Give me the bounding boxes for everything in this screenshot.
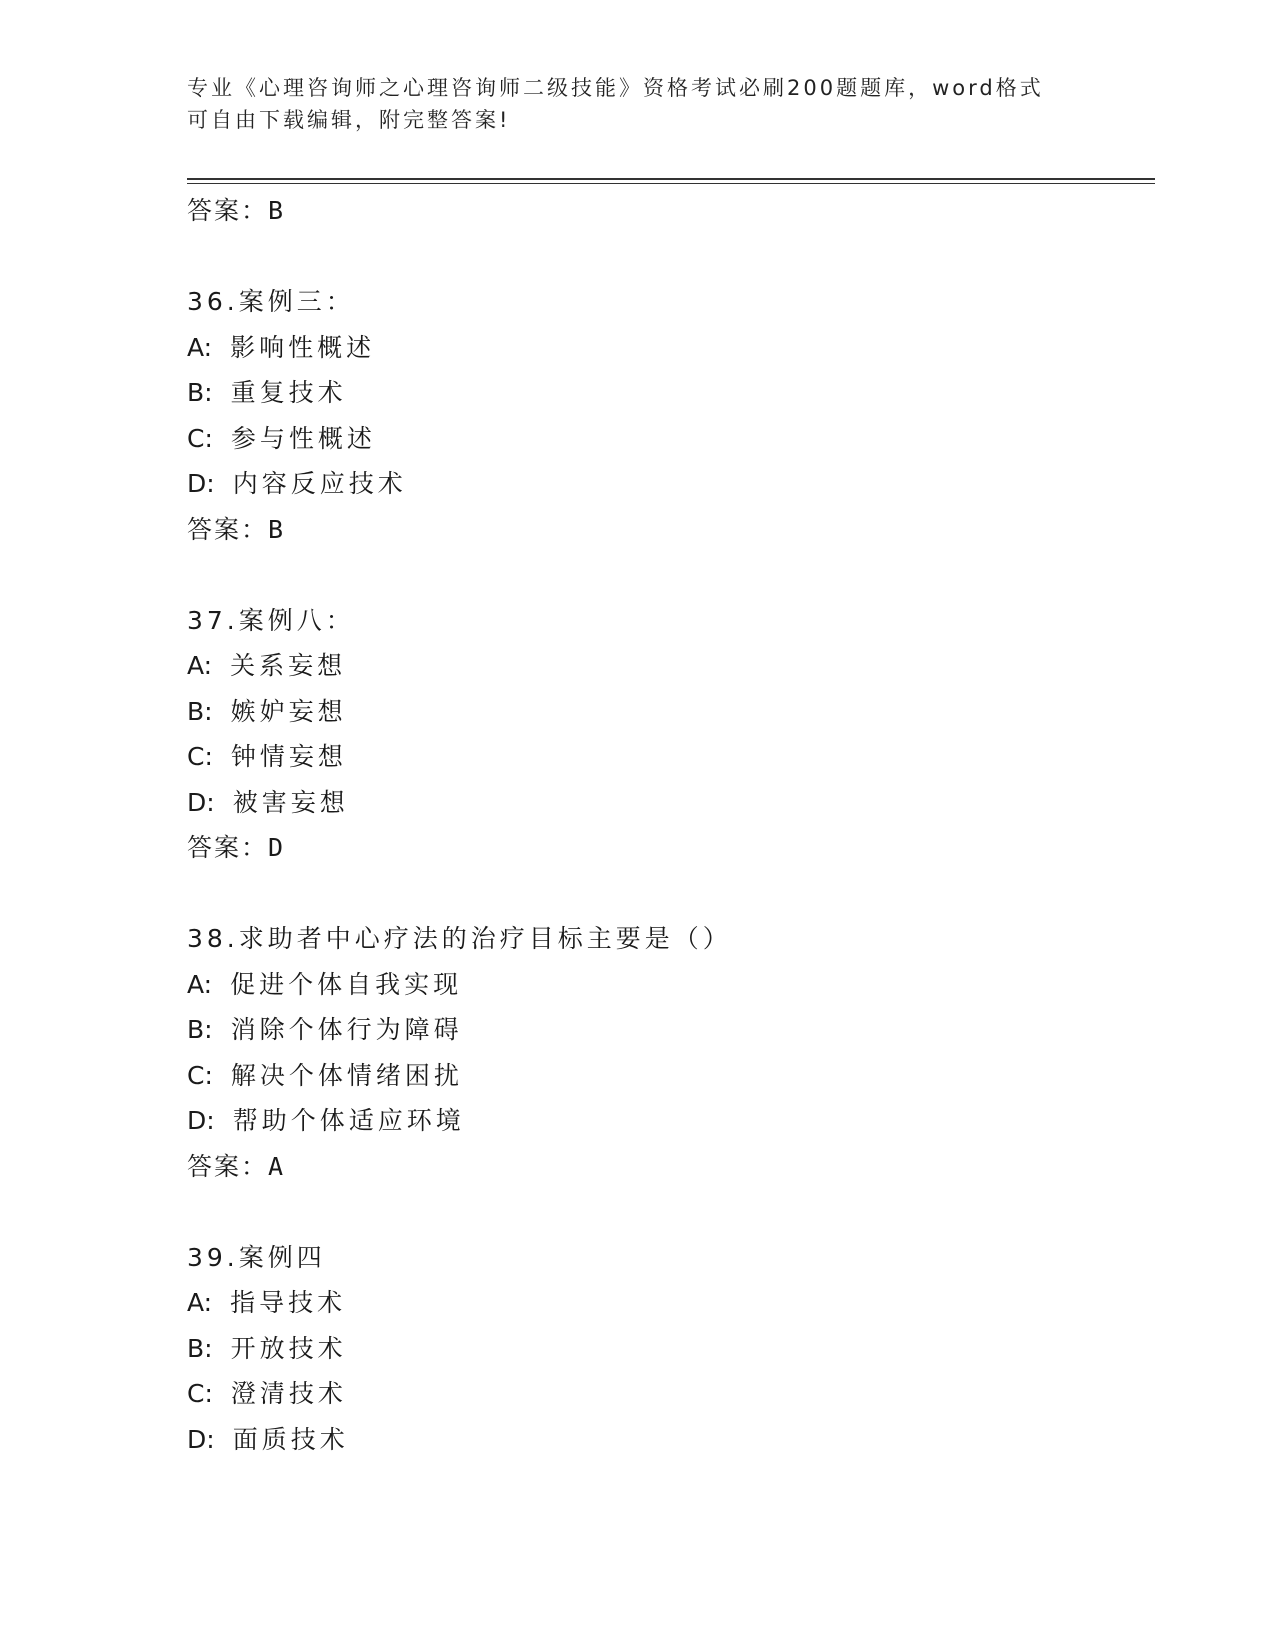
question-stem: 39.案例四: [187, 1242, 326, 1272]
option-text: 澄清技术: [230, 1379, 347, 1408]
question-list: [187, 188, 1147, 1462]
answer-value: D: [268, 833, 286, 862]
option-text: 钟情妄想: [230, 742, 347, 771]
option-text: 指导技术: [230, 1288, 347, 1317]
option-key: D:: [187, 1106, 215, 1135]
option-text: 影响性概述: [230, 332, 376, 362]
option-text: 开放技术: [230, 1333, 347, 1363]
previous-answer: [187, 188, 1147, 234]
header-rule-thick: [187, 178, 1155, 180]
option-key: A:: [187, 651, 213, 680]
option-c: [187, 1371, 1147, 1417]
option-key: B:: [187, 378, 213, 407]
option-text: 面质技术: [232, 1424, 349, 1454]
option-key: A:: [187, 332, 213, 362]
option-a: [187, 1280, 1147, 1326]
answer-label: 答案：: [187, 833, 269, 862]
option-b: [187, 1007, 1147, 1053]
option-text: 被害妄想: [232, 787, 349, 817]
option-d: [187, 1098, 1147, 1144]
option-d: [187, 780, 1147, 826]
option-text: 解决个体情绪困扰: [230, 1060, 463, 1090]
option-a: [187, 325, 1147, 371]
option-d: [187, 1417, 1147, 1463]
option-c: [187, 1053, 1147, 1099]
option-text: 重复技术: [230, 378, 347, 407]
option-key: C:: [187, 742, 213, 771]
option-b: [187, 689, 1147, 735]
question-stem: 36.案例三：: [187, 287, 355, 316]
option-key: B:: [187, 696, 213, 726]
option-key: C:: [187, 423, 213, 453]
option-d: [187, 461, 1147, 507]
question-37: [187, 598, 1147, 871]
question-36: [187, 279, 1147, 552]
answer-label: 答案：: [187, 1151, 269, 1181]
header-line-2: 可自由下载编辑，附完整答案!: [187, 108, 511, 132]
question-stem: 37.案例八：: [187, 605, 355, 635]
option-key: A:: [187, 1288, 213, 1317]
option-b: [187, 1326, 1147, 1372]
answer-value: B: [268, 514, 286, 544]
option-text: 参与性概述: [230, 423, 376, 453]
question-38: [187, 916, 1147, 1189]
option-key: B:: [187, 1333, 213, 1363]
option-text: 嫉妒妄想: [230, 696, 347, 726]
document-header: [187, 72, 1087, 136]
option-c: [187, 734, 1147, 780]
option-text: 消除个体行为障碍: [230, 1015, 463, 1044]
answer-line: [187, 1144, 1147, 1190]
option-text: 内容反应技术: [232, 469, 407, 498]
header-line-1: 专业《心理咨询师之心理咨询师二级技能》资格考试必刷200题题库，word格式: [187, 76, 1044, 100]
header-rule-thin: [187, 183, 1155, 184]
option-key: B:: [187, 1015, 213, 1044]
answer-value: A: [268, 1151, 286, 1181]
option-key: D:: [187, 469, 215, 498]
option-a: [187, 962, 1147, 1008]
question-39: [187, 1235, 1147, 1463]
option-text: 促进个体自我实现: [230, 969, 463, 999]
option-text: 关系妄想: [230, 651, 347, 680]
answer-line: [187, 825, 1147, 871]
answer-value: B: [268, 196, 286, 225]
option-key: D:: [187, 1424, 215, 1454]
option-key: C:: [187, 1060, 213, 1090]
question-stem: 38.求助者中心疗法的治疗目标主要是（）: [187, 924, 732, 953]
option-b: [187, 370, 1147, 416]
option-a: [187, 643, 1147, 689]
answer-line: [187, 507, 1147, 553]
option-key: A:: [187, 969, 213, 999]
option-key: C:: [187, 1379, 213, 1408]
option-text: 帮助个体适应环境: [232, 1106, 465, 1135]
answer-label: 答案：: [187, 514, 269, 544]
answer-label: 答案：: [187, 196, 269, 225]
option-key: D:: [187, 787, 215, 817]
option-c: [187, 416, 1147, 462]
